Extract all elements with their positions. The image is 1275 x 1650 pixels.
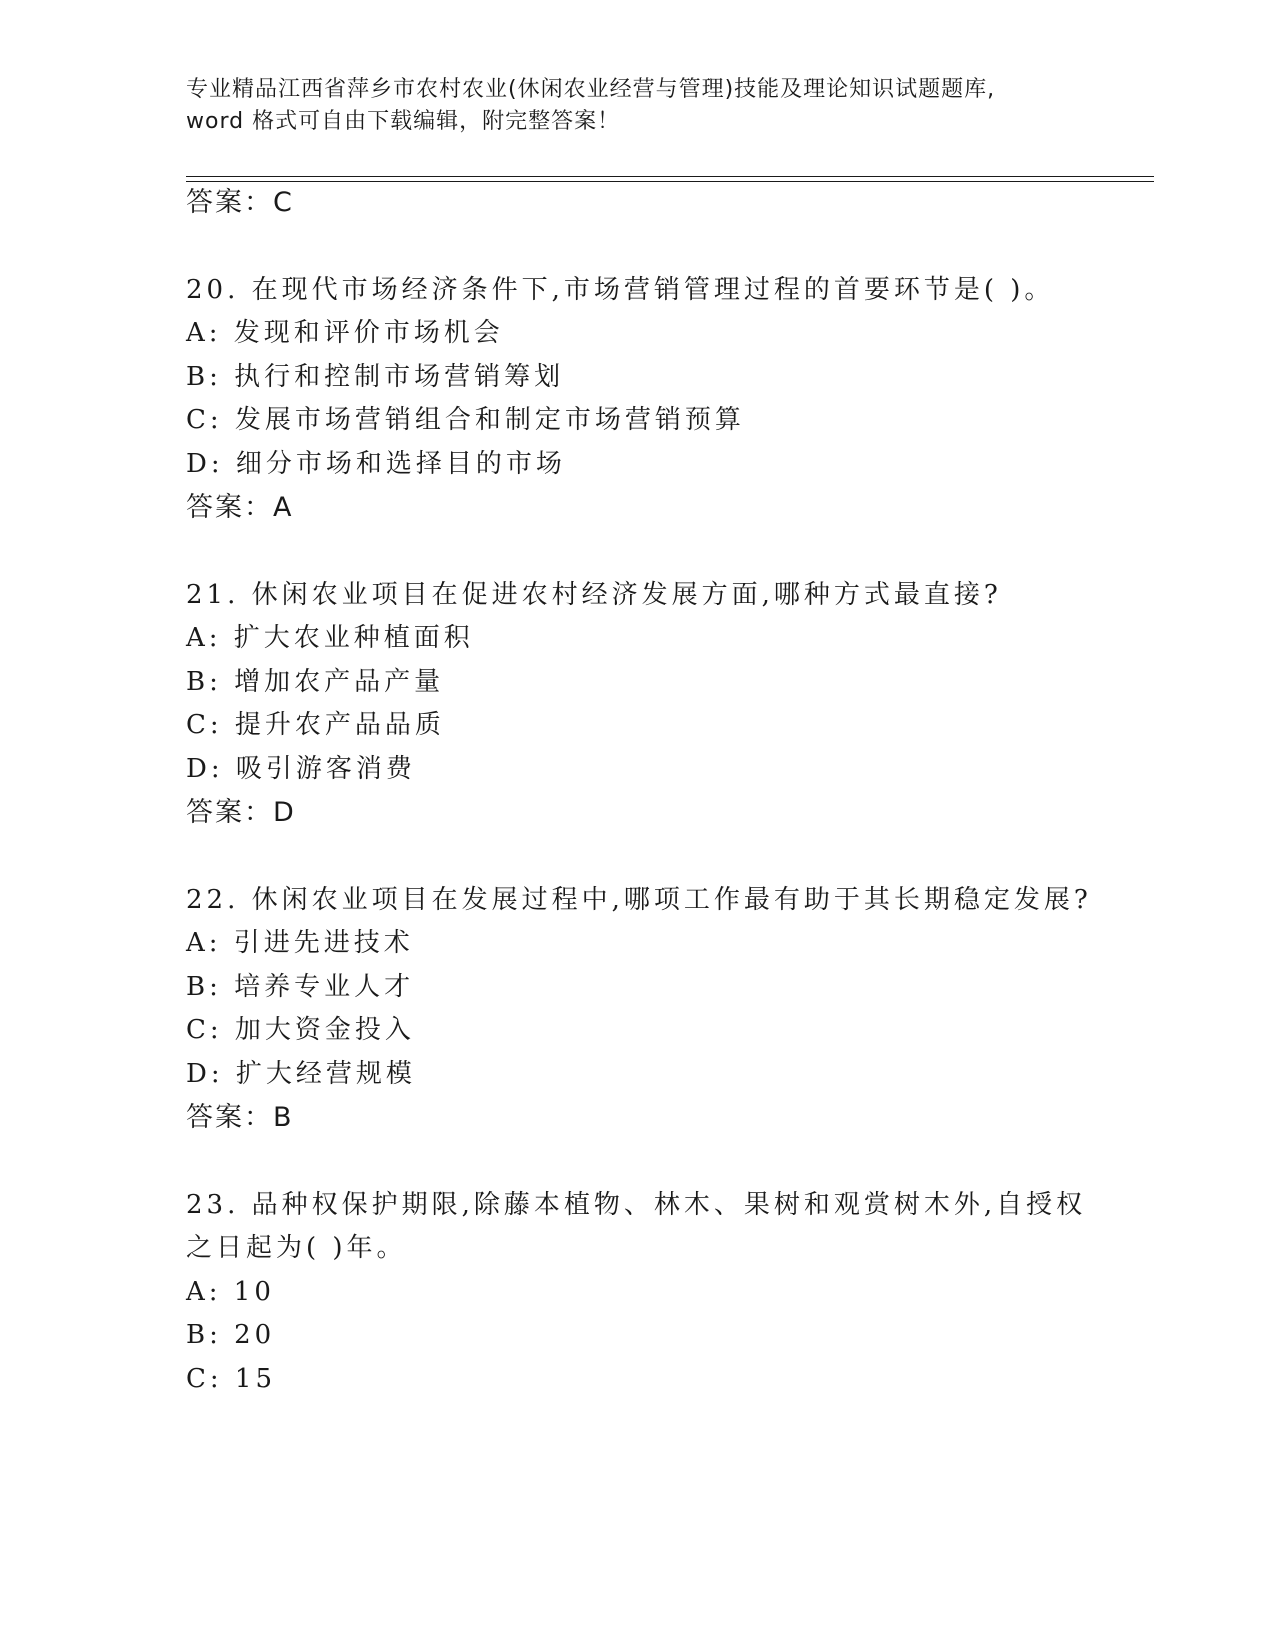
option-23-c: C: 15 bbox=[186, 1364, 277, 1394]
answer-line-20: 答案：A bbox=[186, 492, 294, 523]
option-20-b: B: 执行和控制市场营销筹划 bbox=[186, 362, 565, 392]
answer-line-22: 答案：B bbox=[186, 1102, 294, 1133]
question-stem-21: 21. 休闲农业项目在促进农村经济发展方面,哪种方式最直接? bbox=[186, 580, 1002, 610]
option-22-a: A: 引进先进技术 bbox=[186, 928, 414, 958]
option-20-a: A: 发现和评价市场机会 bbox=[186, 318, 504, 348]
option-21-b: B: 增加农产品产量 bbox=[186, 667, 445, 697]
option-20-d: D: 细分市场和选择目的市场 bbox=[186, 449, 566, 479]
header-line-1: 专业精品江西省萍乡市农村农业(休闲农业经营与管理)技能及理论知识试题题库, bbox=[186, 77, 996, 102]
option-21-d: D: 吸引游客消费 bbox=[186, 754, 416, 784]
option-22-c: C: 加大资金投入 bbox=[186, 1015, 415, 1045]
option-21-a: A: 扩大农业种植面积 bbox=[186, 623, 474, 653]
option-23-a: A: 10 bbox=[186, 1277, 275, 1307]
option-20-c: C: 发展市场营销组合和制定市场营销预算 bbox=[186, 405, 745, 435]
option-23-b: B: 20 bbox=[186, 1320, 276, 1350]
question-stem-23-line-2: 之日起为( )年。 bbox=[186, 1233, 407, 1263]
option-22-b: B: 培养专业人才 bbox=[186, 972, 415, 1002]
question-stem-20: 20. 在现代市场经济条件下,市场营销管理过程的首要环节是( )。 bbox=[186, 275, 1055, 305]
option-22-d: D: 扩大经营规模 bbox=[186, 1059, 416, 1089]
question-stem-22: 22. 休闲农业项目在发展过程中,哪项工作最有助于其长期稳定发展? bbox=[186, 885, 1092, 915]
answer-line-21: 答案：D bbox=[186, 797, 296, 828]
answer-line-prev: 答案：C bbox=[186, 187, 294, 218]
header-line-2: word 格式可自由下载编辑，附完整答案！ bbox=[186, 109, 621, 134]
document-header bbox=[186, 74, 1086, 138]
header-rule-bottom bbox=[186, 181, 1154, 182]
option-21-c: C: 提升农产品品质 bbox=[186, 710, 445, 740]
header-rule-top bbox=[186, 176, 1154, 177]
question-stem-23-line-1: 23. 品种权保护期限,除藤本植物、林木、果树和观赏树木外,自授权 bbox=[186, 1190, 1087, 1220]
